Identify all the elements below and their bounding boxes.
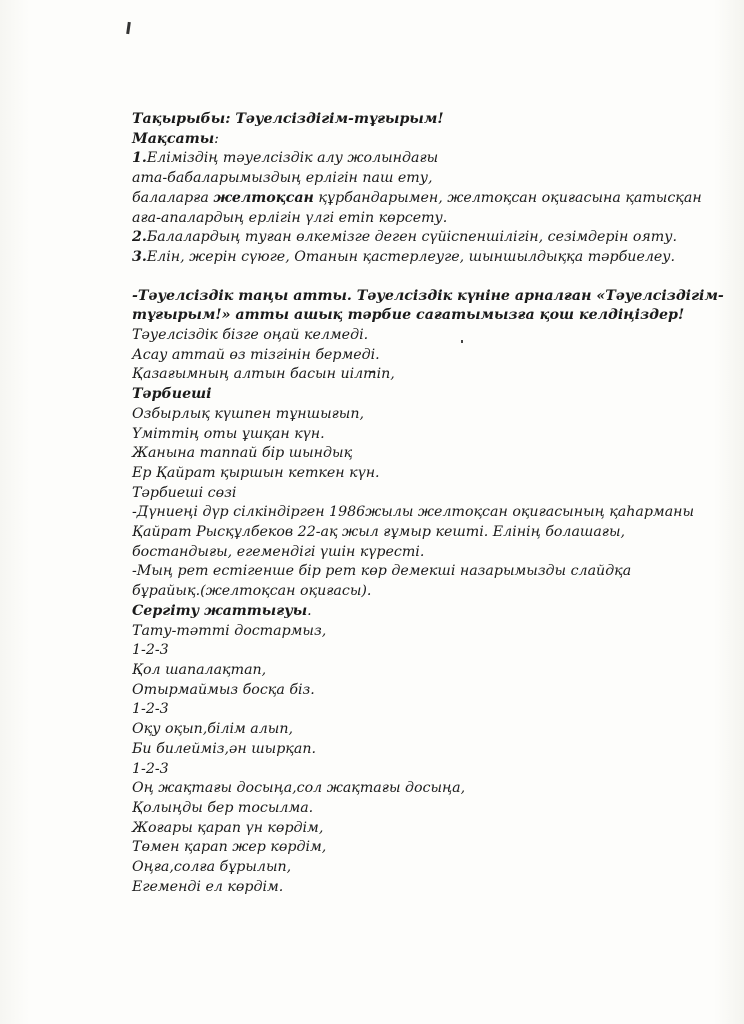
intro-line1: -Тәуелсіздік таңы атты. Тәуелсіздік күніне арналған «Тәуелсіздігім- — [132, 287, 724, 304]
poem1-line: Қазағымның алтын басын иілтіп, — [132, 366, 395, 383]
poem2-line: Ер Қайрат қыршын кеткен күн. — [132, 464, 380, 481]
goal1-text: Еліміздің тәуелсіздік алу жолындағы — [146, 150, 439, 167]
exercise-line: Тату-тәтті достармыз, — [132, 622, 327, 639]
poem1-line: Тәуелсіздік бізге оңай келмеді. — [132, 327, 369, 344]
exercise-label: Сергіту жаттығуы — [132, 602, 308, 619]
goal1-line3-bold: желтоқсан — [213, 189, 314, 206]
goal2-text: Балалардың туған өлкемізге деген сүйіспеншілігін, сезімдерін ояту. — [146, 229, 677, 246]
speech-line: Қайрат Рысқұлбеков 22-ақ жыл ғұмыр кешті. Елінің болашағы, — [132, 524, 626, 541]
teacher-word-label: Тәрбиеші сөзі — [132, 484, 237, 501]
exercise-line: Оқу оқып,білім алып, — [132, 721, 294, 738]
exercise-line: Би билейміз,ән шырқап. — [132, 740, 316, 757]
exercise-line: Оңға,солға бұрылып, — [132, 859, 292, 876]
goal2-line — [132, 228, 677, 248]
document-body — [132, 110, 724, 897]
goal1-line3-post: құрбандарымен, желтоқсан оқиғасына қатысқан — [313, 189, 702, 206]
aim-line — [132, 130, 672, 150]
goal1-line1 — [132, 149, 672, 169]
aim-label: Мақсаты — [132, 130, 215, 147]
poem1-line: Асау аттай өз тізгінін бермеді. — [132, 346, 380, 363]
spacer — [132, 268, 672, 287]
goal1-line2: ата-бабаларымыздың ерлігін паш ету, — [132, 170, 433, 187]
exercise-line: Егеменді ел көрдім. — [132, 878, 284, 895]
goal1-num: 1. — [132, 150, 147, 167]
exercise-dot: . — [307, 602, 312, 619]
goal3-num: 3. — [132, 248, 147, 265]
exercise-line: Оң жақтағы досыңа,сол жақтағы досыңа, — [132, 780, 466, 797]
exercise-line: 1-2-3 — [132, 760, 169, 777]
poem2-line: Жанына таппай бір шындық — [132, 445, 353, 462]
exercise-line: 1-2-3 — [132, 642, 169, 659]
intro-line2: тұғырым!» атты ашық тәрбие сағатымызға қош келдіңіздер! — [132, 307, 685, 324]
speech-line: бостандығы, егемендігі үшін күресті. — [132, 543, 425, 560]
exercise-line: 1-2-3 — [132, 701, 169, 718]
goal3-line — [132, 248, 676, 268]
goal3-text: Елін, жерін сүюге, Отанын қастерлеуге, шыншылдыққа тәрбиелеу. — [146, 248, 676, 265]
exercise-line: Қол шапалақтап, — [132, 661, 267, 678]
goal1-line3 — [132, 189, 702, 209]
goal1-line4: аға-апалардың ерлігін үлгі етіп көрсету. — [132, 209, 448, 226]
poem2-line: Озбырлық күшпен тұншығып, — [132, 405, 365, 422]
speech-line: -Мың рет естігенше бір рет көр демекші назарымызды слайдқа — [132, 563, 632, 580]
exercise-line: Отырмаймыз босқа біз. — [132, 681, 315, 698]
goal1-line3-pre: балаларға — [132, 189, 214, 206]
exercise-heading — [132, 602, 672, 622]
poem2-line: Үміттің оты ұшқан күн. — [132, 425, 325, 442]
goal2-num: 2. — [132, 229, 147, 246]
teacher-label: Тәрбиеші — [132, 386, 212, 403]
aim-colon: : — [214, 130, 219, 147]
speech-line: -Дүниеңі дүр сілкіндірген 1986жылы желтоқсан оқиғасының қаһарманы — [132, 504, 695, 521]
exercise-line: Төмен қарап жер көрдім, — [132, 839, 327, 856]
exercise-line: Жоғары қарап үн көрдім, — [132, 819, 324, 836]
speech-line: бұрайық.(желтоқсан оқиғасы). — [132, 583, 372, 600]
topic-line: Тақырыбы: Тәуелсіздігім-тұғырым! — [132, 111, 444, 127]
exercise-line: Қолыңды бер тосылма. — [132, 799, 314, 816]
pen-mark — [126, 22, 131, 34]
